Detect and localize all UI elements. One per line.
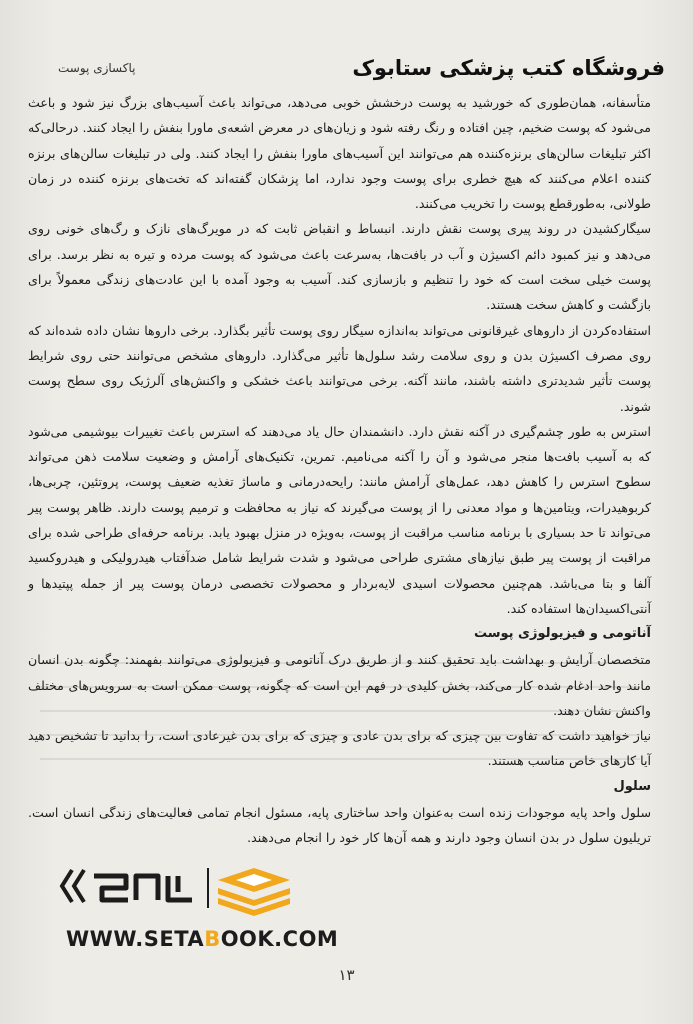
setabook-logo <box>58 862 298 922</box>
setabook-url <box>66 927 338 951</box>
paragraph-anatomy-2: نیاز خواهید داشت که تفاوت بین چیزی که برای بدن عادی و چیزی که برای بدن غیرعادی است، را بدانید تا تشخیص دهید آیا کارهای خاص مناسب هستند. <box>28 728 651 769</box>
paragraph-cell: سلول واحد پایه موجودات زنده است به‌عنوان واحد ساختاری پایه، مسئول انجام تمامی فعالیت‌های زندگی انسان است. تریلیون سلول در بدن انسان وجود دارند و همه آن‌ها کار خود را انجام می‌دهند. <box>28 804 651 846</box>
paragraph-smoking: سیگارکشیدن در روند پیری پوست نقش دارند. انبساط و انقباض ثابت که در مویرگ‌های نازک و رگ‌های خونی روی می‌دهد و نیز کمبود دائم اکسیژن و آب در بافت‌ها، به‌سرعت باعث می‌شود که پوست مرده و تیره به نظر برسد. برای پوست خیلی سخت است که خود را تنظیم و بازسازی کند. آسیب به وجود آمده با این عادت‌های زندگی معمولاً برای بازگشت و کاهش سخت هستند. <box>28 221 651 313</box>
section-heading-anatomy: آناتومی و فیزیولوژی پوست <box>473 626 651 642</box>
page-header <box>28 56 665 88</box>
paragraph-anatomy-1: متخصصان آرایش و بهداشت باید تحقیق کنند و از طریق درک آناتومی و فیزیولوژی می‌توانند بفهمند: چگونه بدن انسان مانند واحد ادغام شده کار می‌کند، بخش کلیدی در فهم این است که چگونه، پوست ممکن است به سرویس‌های مختلف واکنش نشان دهند. <box>28 652 651 718</box>
running-head: پاکسازی پوست <box>58 61 136 75</box>
paragraph-drugs: استفاده‌کردن از داروهای غیرقانونی می‌تواند به‌اندازه سیگار روی پوست تأثیر بگذارد. برخی داروها نشان داده شده‌اند که روی مصرف اکسیژن بدن و روی سلامت رشد سلول‌ها تأثیر می‌گذارد. داروهای مشخص می‌توانند حتی روی شرایط پوست تأثیر شدیدتری داشته باشند، مانند آکنه. برخی می‌توانند باعث خشکی و واکنش‌های آلرژیک روی سطح پوست شوند. <box>28 322 651 414</box>
section-heading-cell: سلول <box>613 778 651 794</box>
body-text <box>28 90 651 850</box>
url-accent-letter: B <box>204 927 221 951</box>
url-part-2: OOK.COM <box>220 927 339 951</box>
store-title: فروشگاه کتب پزشکی ستابوک <box>352 56 665 80</box>
paragraph-stress: استرس به طور چشم‌گیری در آکنه نقش دارد. دانشمندان حال یاد می‌دهند که استرس باعث تغییرات بیوشیمی می‌شود که به آسیب بافت‌ها منجر می‌شود و آن را آکنه می‌نامیم. تمرین، تکنیک‌های آرامش و وضعیت سلامت ذهن می‌تواند سطوح استرس را کاهش دهد، عمل‌های آرامش مانند: رایحه‌درمانی و ماساژ تغذیه ضعیف پوست، پروتئین، چربی‌ها، کربوهیدرات، ویتامین‌ها و مواد معدنی را از پوست می‌گیرند که نیاز به محافظت و ترمیم پوست دارند. ظاهر پوست پیر می‌تواند تا حد بسیاری با برنامه مناسب مراقبت از پوست، به‌ویژه در منزل بهبود یابد. برنامه حرفه‌ای طراحی شده برای مراقبت از پوست پیر طبق نیازهای مشتری طراحی می‌شود و شدت شرایط شامل ضدآفتاب هیدرولیکی و هیدروکسید آلفا و بتا می‌باشد. هم‌چنین محصولات اسیدی لایه‌بردار و محصولات تخصصی درمان پوست پیر از جمله پپتیدها و آنتی‌اکسیدان‌ها استفاده کند. <box>28 423 651 616</box>
paragraph-sun-damage: متأسفانه، همان‌طوری که خورشید به پوست درخشش خوبی می‌دهد، می‌تواند باعث آسیب‌های بزرگ نیز شود و باعث می‌شود که پوست ضخیم، چین افتاده و رنگ رفته شود و زیان‌های در معرض اشعه‌ی ماورا بنفش را ایجاد کنند. درحالی‌که اکثر تبلیغات سالن‌های برنزه‌کننده هم می‌توانند این آسیب‌های ماورا بنفش را ایجاد کنند. ولی در تبلیغات سالن‌های برنزه کننده اعلام می‌کنند که هیچ خطری برای پوست وجود ندارد، اما پزشکان گفته‌اند که تخت‌های برنزه کننده در زمان طولانی، به‌طورقطع پوست را تخریب می‌کنند. <box>28 95 651 212</box>
page-number: ۱۳ <box>338 966 355 984</box>
url-part-1: WWW.SETA <box>66 927 205 951</box>
setabook-logo-mark-icon <box>58 862 298 922</box>
